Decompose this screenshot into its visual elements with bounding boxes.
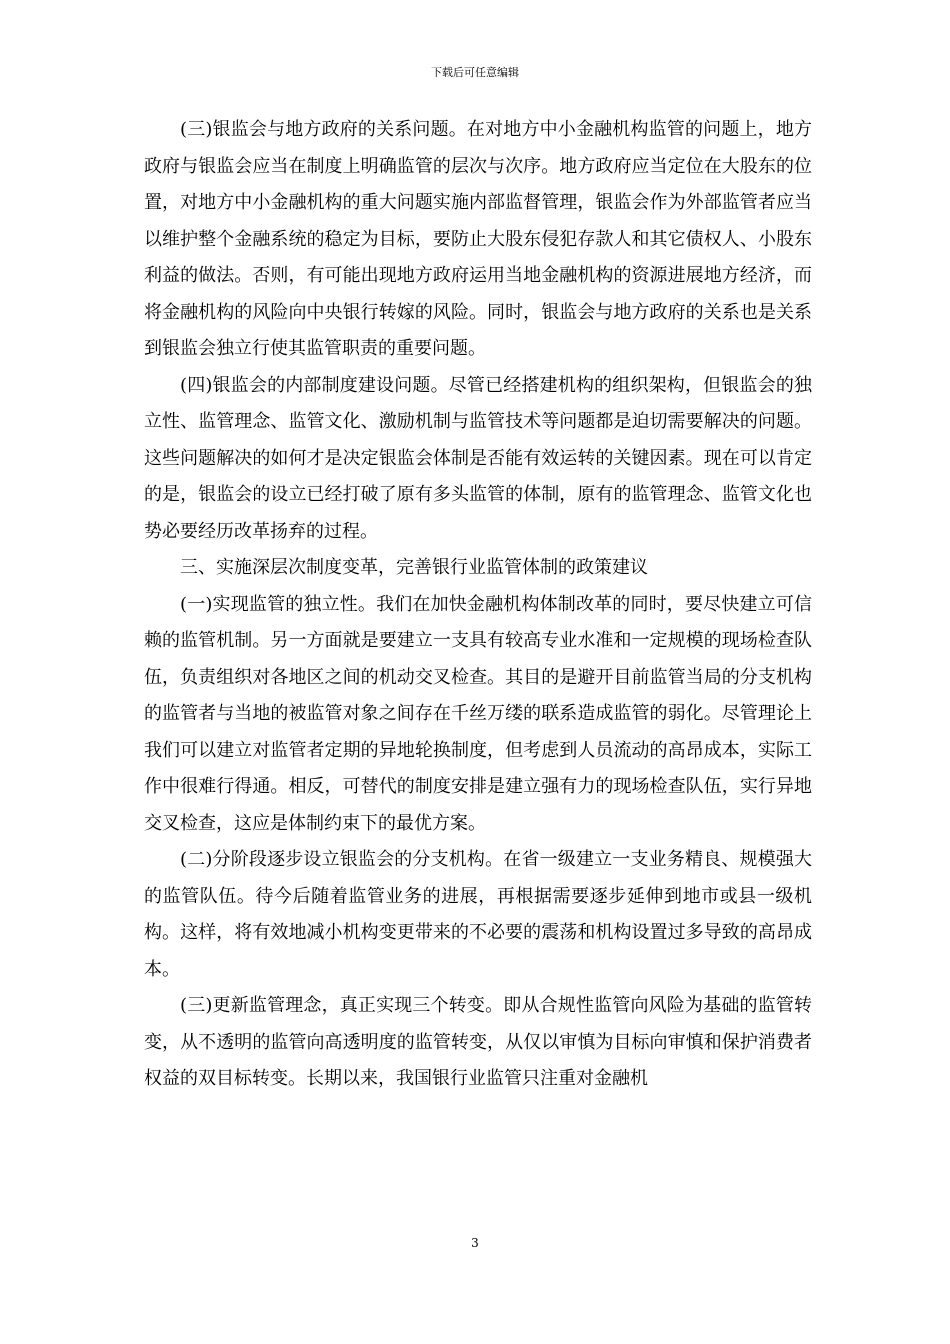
paragraph-internal-system: (四)银监会的内部制度建设问题。尽管已经搭建机构的组织架构，但银监会的独立性、监管理念、监管文化、激励机制与监管技术等问题都是迫切需要解决的问题。这些问题解决的如何才是决定银监会体制是否能有效运转的关键因素。现在可以肯定的是，银监会的设立已经打破了原有多头监管的体制，原有的监管理念、监管文化也势必要经历改革扬弃的过程。 — [144, 374, 812, 542]
body-text — [144, 112, 812, 1098]
paragraph-independence: (一)实现监管的独立性。我们在加快金融机构体制改革的同时，要尽快建立可信赖的监管机制。另一方面就是要建立一支具有较高专业水准和一定规模的现场检查队伍，负责组织对各地区之间的机动交叉检查。其目的是避开目前监管当局的分支机构的监管者与当地的被监管对象之间存在千丝万缕的联系造成监管的弱化。尽管理论上我们可以建立对监管者定期的异地轮换制度，但考虑到人员流动的高昂成本，实际工作中很难行得通。相反，可替代的制度安排是建立强有力的现场检查队伍，实行异地交叉检查，这应是体制约束下的最优方案。 — [144, 593, 812, 834]
page-header: 下载后可任意编辑 — [431, 66, 519, 79]
section-heading-policy-suggestions: 三、实施深层次制度变革，完善银行业监管体制的政策建议 — [180, 557, 648, 578]
paragraph-regulatory-philosophy: (三)更新监管理念，真正实现三个转变。即从合规性监管向风险为基础的监管转变，从不透明的监管向高透明度的监管转变，从仅以审慎为目标向审慎和保护消费者权益的双目标转变。长期以来，我国银行业监管只注重对金融机 — [144, 995, 812, 1089]
paragraph-branch-setup: (二)分阶段逐步设立银监会的分支机构。在省一级建立一支业务精良、规模强大的监管队伍。待今后随着监管业务的进展，再根据需要逐步延伸到地市或县一级机构。这样，将有效地减小机构变更带来的不必要的震荡和机构设置过多导致的高昂成本。 — [144, 849, 812, 980]
page-number: 3 — [471, 1236, 479, 1250]
paragraph-banking-local-government: (三)银监会与地方政府的关系问题。在对地方中小金融机构监管的问题上，地方政府与银监会应当在制度上明确监管的层次与次序。地方政府应当定位在大股东的位置，对地方中小金融机构的重大问题实施内部监督管理，银监会作为外部监管者应当以维护整个金融系统的稳定为目标，要防止大股东侵犯存款人和其它债权人、小股东利益的做法。否则，有可能出现地方政府运用当地金融机构的资源进展地方经济，而将金融机构的风险向中央银行转嫁的风险。同时，银监会与地方政府的关系也是关系到银监会独立行使其监管职责的重要问题。 — [144, 119, 812, 359]
